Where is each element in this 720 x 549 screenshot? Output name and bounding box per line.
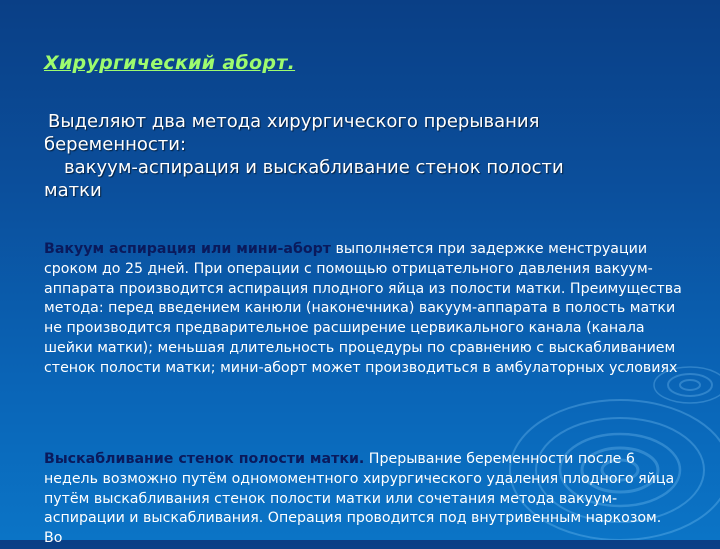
section-heading: Вакуум аспирация или мини-аборт [44,241,331,257]
vacuum-aspiration-section [44,240,684,379]
intro-line: вакуум-аспирация и выскабливание стенок полости [64,157,564,178]
curettage-section [44,450,684,549]
slide-title: Хирургический аборт. [44,52,296,74]
section-heading: Выскабливание стенок полости матки. [44,451,365,467]
intro-line: матки [44,180,102,201]
section-body: Прерывание беременности после 6 недель возможно путём одномоментного хирургического удаления плодного яйца путём выскабливания стенок полости матки или сочетания метода вакуум-аспирации и выскабливания. Операция проводится под внутривенным наркозом. Во [44,451,675,547]
intro-text [44,110,684,202]
section-body: выполняется при задержке менструации сроком до 25 дней. При операции с помощью отрицательного давления вакуум-аппарата производится аспирация плодного яйца из полости матки. Преимущества метода: перед введением канюли (наконечника) вакуум-аппарата в полость матки не производится предварительное расширение цервикального канала (канала шейки матки); меньшая длительность процедуры по сравнению с выскабливанием стенок полости матки; мини-аборт может производиться в амбулаторных условиях [44,241,682,376]
intro-line: Выделяют два метода хирургического прерывания [48,111,540,132]
intro-line: беременности: [44,134,187,155]
